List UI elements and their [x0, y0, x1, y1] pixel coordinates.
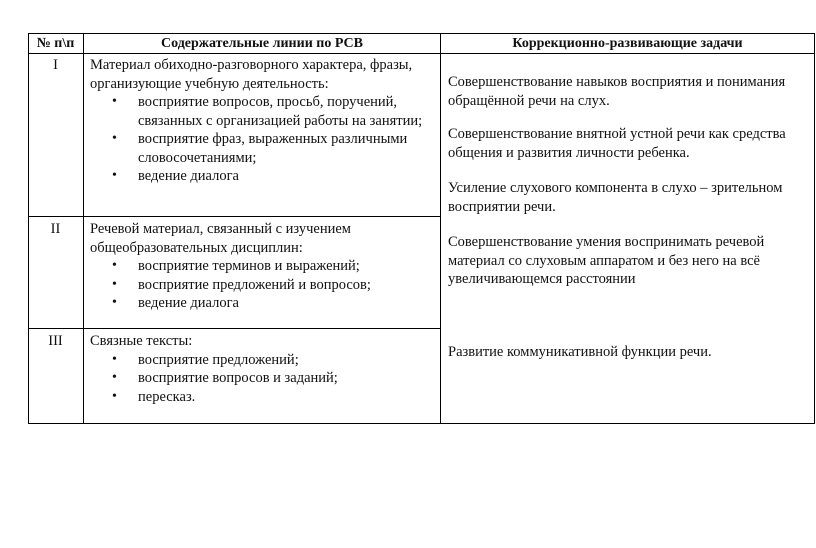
- row-num-2: II: [50, 221, 61, 237]
- row-divider-2: [28, 328, 440, 329]
- content-table: [28, 33, 815, 423]
- list-item: • ведение диалога: [109, 294, 435, 313]
- list-item: • восприятие вопросов и заданий;: [109, 369, 435, 388]
- list-item: • восприятие фраз, выраженных различными словосочетаниями;: [109, 130, 435, 167]
- task-5: Развитие коммуникативной функции речи.: [448, 344, 712, 360]
- header-content-lines: Содержательные линии по РСВ: [161, 36, 363, 51]
- row-intro-2: Речевой материал, связанный с изучением общеобразовательных дисциплин:: [90, 221, 351, 256]
- list-item: • восприятие вопросов, просьб, поручений, связанных с организацией работы на занятии;: [109, 93, 435, 130]
- task-3: Усиление слухового компонента в слухо – зрительном восприятии речи.: [448, 180, 783, 215]
- row-content-3: [90, 332, 435, 406]
- table-border-right: [814, 33, 815, 424]
- row-intro-3: Связные тексты:: [90, 333, 193, 349]
- bullet-list-2: [90, 257, 435, 313]
- row-num-3: III: [48, 333, 63, 349]
- list-item: • пересказ.: [109, 388, 435, 407]
- header-tasks: Коррекционно-развивающие задачи: [512, 36, 743, 51]
- col-divider-1: [83, 33, 84, 424]
- col-divider-2: [440, 33, 441, 424]
- list-item: • ведение диалога: [109, 167, 435, 186]
- row-content-1: [90, 56, 435, 186]
- row-intro-1: Материал обиходно-разговорного характера, фразы, организующие учебную деятельность:: [90, 57, 413, 92]
- task-2: Совершенствование внятной устной речи как средства общения и развития личности ребенка.: [448, 126, 786, 161]
- list-item: • восприятие предложений;: [109, 351, 435, 370]
- list-item: • восприятие терминов и выражений;: [109, 257, 435, 276]
- header-num: № п\п: [36, 36, 75, 51]
- table-border-bottom: [28, 423, 815, 424]
- row-num-1: I: [53, 57, 58, 73]
- row-content-2: [90, 220, 435, 313]
- task-4: Совершенствование умения воспринимать речевой материал со слуховым аппаратом и без него на всё увеличивающемся расстоянии: [448, 234, 765, 287]
- bullet-list-1: [90, 93, 435, 186]
- list-item: • восприятие предложений и вопросов;: [109, 276, 435, 295]
- task-1: Совершенствование навыков восприятия и понимания обращённой речи на слух.: [448, 74, 786, 109]
- bullet-list-3: [90, 351, 435, 407]
- row-divider-1: [28, 216, 440, 217]
